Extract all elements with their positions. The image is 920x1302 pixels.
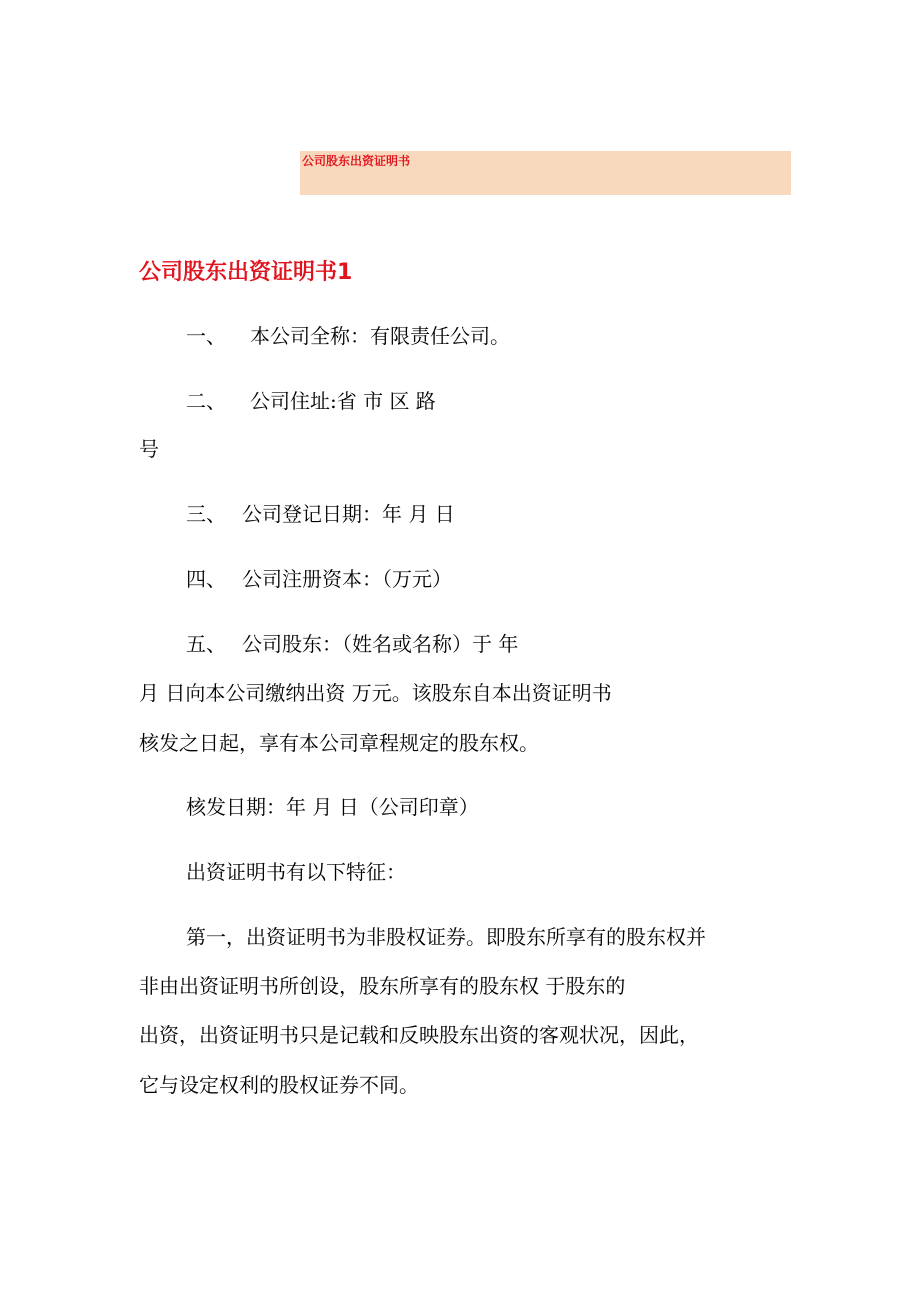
header-band (300, 151, 791, 195)
clause-5 (186, 630, 518, 658)
clause-5-number: 五、 (186, 632, 226, 656)
clause-3-number: 三、 (186, 502, 226, 526)
clause-2-number: 二、 (186, 389, 226, 413)
feature-1-line-3: 出资，出资证明书只是记载和反映股东出资的客观状况，因此， (139, 1023, 699, 1047)
clause-4-text: 公司注册资本：（万元） (242, 567, 452, 591)
feature-1-line-1: 第一，出资证明书为非股权证券。即股东所享有的股东权并 (186, 925, 706, 949)
feature-1-line-2: 非由出资证明书所创设，股东所享有的股东权 于股东的 (139, 974, 626, 998)
document-title: 公司股东出资证明书1 (139, 260, 353, 285)
clause-3-text: 公司登记日期：年 月 日 (242, 502, 455, 526)
issue-date-line: 核发日期：年 月 日（公司印章） (186, 795, 479, 819)
features-intro: 出资证明书有以下特征： (186, 860, 406, 884)
feature-1-line-4: 它与设定权利的股权证券不同。 (139, 1073, 419, 1097)
clause-5-continuation-2: 核发之日起，享有本公司章程规定的股东权。 (139, 731, 539, 755)
clause-2 (186, 387, 436, 415)
clause-1 (186, 322, 510, 350)
header-label: 公司股东出资证明书 (302, 154, 411, 168)
clause-4-number: 四、 (186, 567, 226, 591)
clause-1-number: 一、 (186, 324, 226, 348)
clause-1-text: 本公司全称：有限责任公司。 (250, 324, 510, 348)
clause-2-text: 公司住址:省 市 区 路 (250, 389, 436, 413)
clause-3 (186, 500, 455, 528)
clause-5-text: 公司股东：（姓名或名称）于 年 (242, 632, 519, 656)
clause-2-continuation: 号 (139, 437, 159, 461)
clause-5-continuation-1: 月 日向本公司缴纳出资 万元。该股东自本出资证明书 (139, 681, 612, 705)
clause-4 (186, 565, 452, 593)
